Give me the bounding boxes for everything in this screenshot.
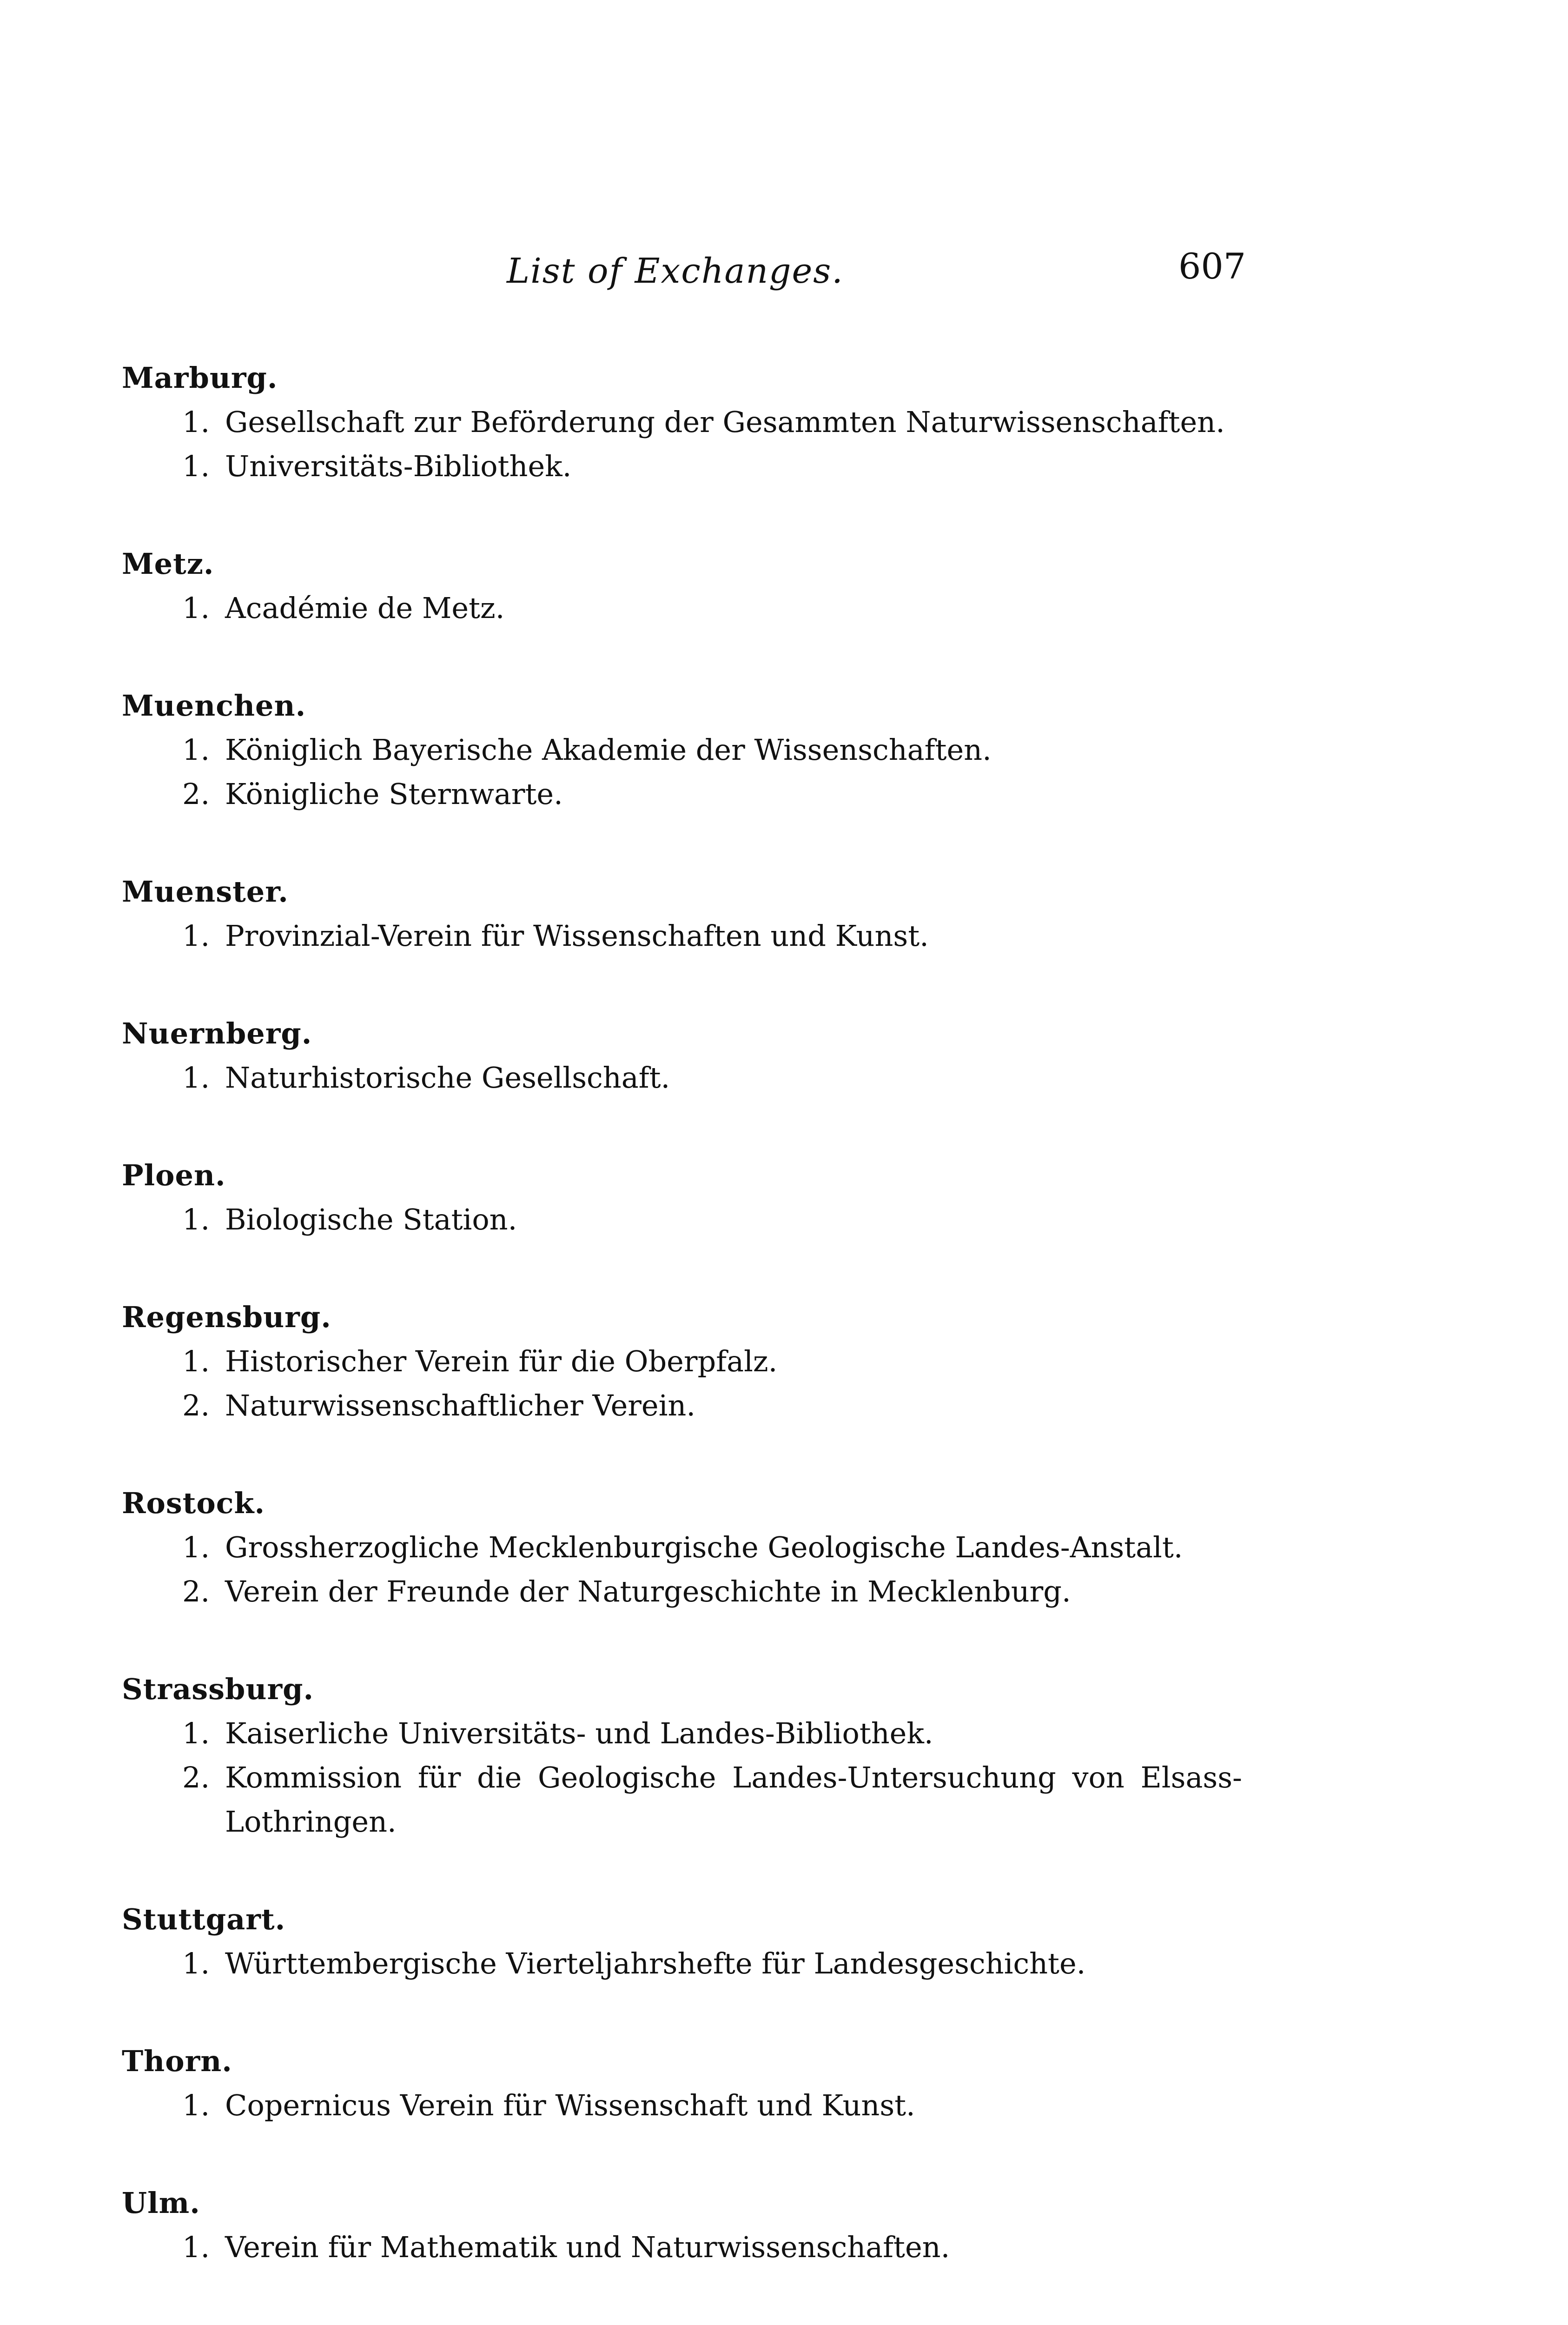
institution-name: Königlich Bayerische Akademie der Wissenschaften.: [225, 733, 992, 767]
item-number: 1.: [182, 1530, 210, 1564]
institution-name: Provinzial-Verein für Wissenschaften und Kunst.: [225, 919, 929, 953]
city-entry: [122, 1011, 1242, 1100]
institution-item: [122, 1755, 1242, 1844]
institution-item: [122, 1941, 1242, 1986]
institution-name: Verein für Mathematik und Naturwissenschaften.: [225, 2230, 950, 2264]
item-number: 2.: [182, 1388, 210, 1422]
institution-item: [122, 400, 1242, 444]
item-number: 1.: [182, 1344, 210, 1378]
city-entry: [122, 870, 1242, 958]
institution-item: [122, 914, 1242, 958]
item-number: 1.: [182, 1202, 210, 1236]
item-number: 1.: [182, 449, 210, 483]
item-number: 1.: [182, 1061, 210, 1095]
institution-item: [122, 1711, 1242, 1755]
running-header-title: List of Exchanges.: [507, 251, 844, 291]
item-number: 2.: [182, 1760, 210, 1794]
city-name: Strassburg.: [122, 1672, 314, 1706]
institution-name: Königliche Sternwarte.: [225, 777, 563, 811]
city-name: [122, 2323, 1242, 2325]
institution-item: [122, 586, 1242, 630]
institution-name: Kaiserliche Universitäts- und Landes-Bibliothek.: [225, 1716, 933, 1750]
institution-item: [122, 2083, 1242, 2127]
city-name: Muenchen.: [122, 689, 306, 723]
city-name: Regensburg.: [122, 1300, 331, 1334]
item-number: 2.: [182, 777, 210, 811]
city-name: Ulm.: [122, 2186, 200, 2220]
item-number: 1.: [182, 919, 210, 953]
institution-name: Copernicus Verein für Wissenschaft und Kunst.: [225, 2088, 915, 2122]
item-number: 1.: [182, 733, 210, 767]
institution-item: [122, 1339, 1242, 1383]
item-number: 2.: [182, 1574, 210, 1608]
institution-name: Naturhistorische Gesellschaft.: [225, 1061, 670, 1095]
city-name: Thorn.: [122, 2044, 232, 2078]
city-entry: [122, 2181, 1242, 2269]
exchange-list: [122, 356, 1242, 2325]
item-number: 1.: [182, 1946, 210, 1980]
institution-name: Verein der Freunde der Naturgeschichte in Mecklenburg.: [225, 1574, 1071, 1608]
city-name: Marburg.: [122, 361, 278, 395]
institution-item: [122, 1525, 1242, 1569]
city-name: Ploen.: [122, 1158, 226, 1192]
item-number: 1.: [182, 405, 210, 439]
city-name: Rostock.: [122, 1486, 265, 1520]
institution-item: [122, 728, 1242, 772]
item-number: 1.: [182, 2088, 210, 2122]
institution-item: [122, 2225, 1242, 2269]
city-name: Metz.: [122, 547, 214, 581]
institution-name: Académie de Metz.: [225, 591, 505, 625]
institution-item: [122, 772, 1242, 816]
item-number: 1.: [182, 591, 210, 625]
institution-item: [122, 1056, 1242, 1100]
city-entry: [122, 1153, 1242, 1242]
institution-name: Gesellschaft zur Beförderung der Gesammten Naturwissenschaften.: [225, 405, 1225, 439]
city-entry: [122, 1295, 1242, 1428]
institution-item: [122, 1383, 1242, 1428]
city-entry: [122, 2039, 1242, 2127]
item-number: 1.: [182, 2230, 210, 2264]
institution-name: Historischer Verein für die Oberpfalz.: [225, 1344, 778, 1378]
city-entry: [122, 684, 1242, 816]
city-entry: [122, 1481, 1242, 1614]
institution-name: Kommission für die Geologische Landes-Untersuchung von Elsass-Lothringen.: [225, 1760, 1242, 1839]
page-number: 607: [1178, 246, 1246, 287]
institution-name: Grossherzogliche Mecklenburgische Geologische Landes-Anstalt.: [225, 1530, 1183, 1564]
item-number: 1.: [182, 1716, 210, 1750]
city-entry: [122, 1667, 1242, 1844]
city-entry: [122, 542, 1242, 630]
institution-name: Universitäts-Bibliothek.: [225, 449, 572, 483]
institution-item: [122, 1569, 1242, 1614]
institution-item: [122, 1197, 1242, 1242]
institution-name: Württembergische Vierteljahrshefte für Landesgeschichte.: [225, 1946, 1086, 1980]
city-name: Stuttgart.: [122, 1902, 286, 1936]
institution-name: Naturwissenschaftlicher Verein.: [225, 1388, 696, 1422]
institution-name: Biologische Station.: [225, 1202, 517, 1236]
city-entry: [122, 2323, 1242, 2325]
city-name: Nuernberg.: [122, 1016, 312, 1050]
institution-item: [122, 444, 1242, 488]
city-name: Muenster.: [122, 875, 289, 909]
city-entry: [122, 356, 1242, 488]
city-entry: [122, 1897, 1242, 1986]
